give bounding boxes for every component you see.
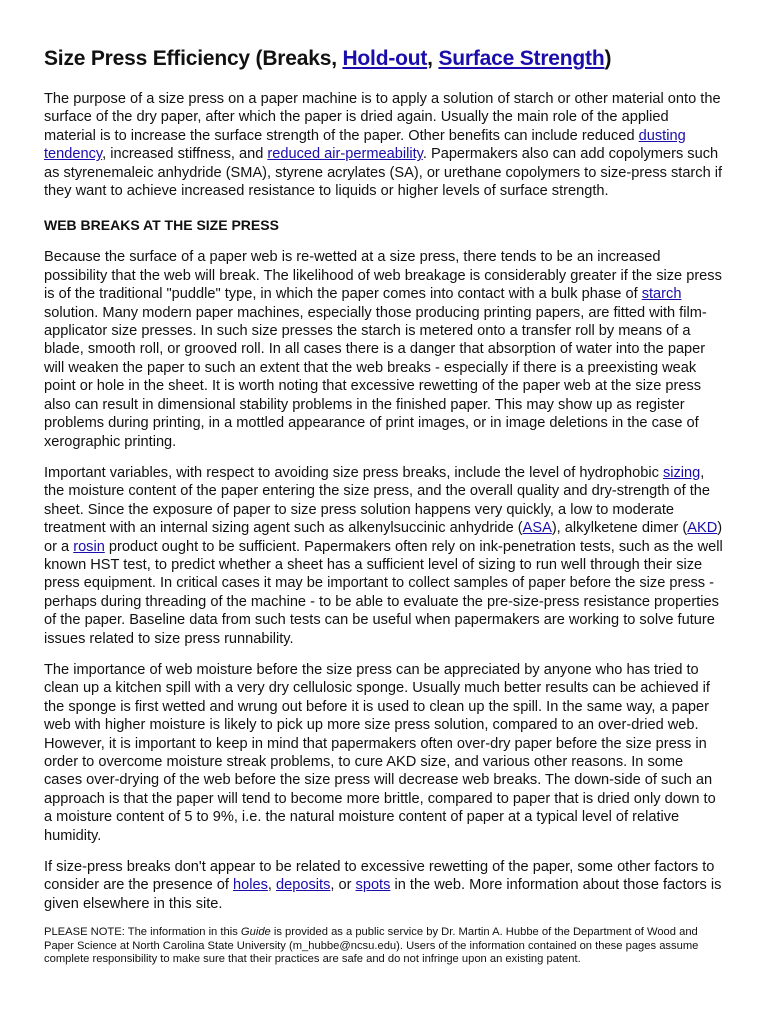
p4-text-4: in the web. More information about those factors is given elsewhere in this site. [44,877,722,912]
p1-text-2: solution. Many modern paper machines, especially those producing printing papers, are fitted with film-applicator size presses. In such size presses the starch is metered onto a transfer roll by means of a blade, smooth roll, or grooved roll. In all cases there is a danger that absorption of water into the paper will weaken the paper to such an extent that the web breaks - especially if there is a preexisting weak point or hole in the sheet. It is worth noting that excessive rewetting of the paper web at the size press also can result in dimensional stability problems in the finished paper. This may show up as register problems during printing, in a mottled appearance of print images, or in image deletions in the case of xerographic printing. [44,304,707,450]
asa-link[interactable]: ASA [522,520,552,537]
hold-out-link[interactable]: Hold-out [342,47,428,70]
page-title [44,44,724,74]
sizing-link[interactable]: sizing [662,464,701,481]
spots-link[interactable]: spots [355,877,391,894]
rosin-link[interactable]: rosin [73,538,105,555]
title-separator: , [427,47,439,70]
p4-text-2: , [267,877,277,894]
p2-text-5: product ought to be sufficient. Papermakers often rely on ink-penetration tests, such as the well known HST test, to predict whether a sheet has a sufficient level of sizing to run well through their size press equipment. In critical cases it may be important to collect samples of paper before the size press - perhaps during threading of the machine - to be able to evaluate the pre-size-press resistance properties of the paper. Baseline data from such tests can be useful when papermakers are working to solve future issues related to size press runnability. [44,538,723,647]
surface-strength-link[interactable]: Surface Strength [438,47,605,70]
dusting-tendency-link[interactable]: dusting tendency [44,127,686,163]
note-text-1: PLEASE NOTE: The information in this [44,926,241,939]
note-guide-italic: Guide [240,926,271,939]
title-prefix: Size Press Efficiency (Breaks, [44,47,343,70]
intro-text-1: The purpose of a size press on a paper machine is to apply a solution of starch or other material onto the surface of the dry paper, after which the paper is dried again. Usually the main role of the applied material is to increase the surface strength of the paper. Other benefits can include reduced [44,91,721,144]
intro-paragraph [44,90,724,200]
note-text-2: is provided as a public service by Dr. Martin A. Hubbe of the Department of Wood and Paper Science at North Carolina State University (m_hubbe@ncsu.edu). Users of the information contained on these pages assume complete responsibility to make sure that their practices are safe and do not infringe upon an existing patent. [44,926,699,966]
web-breaks-paragraph [44,248,724,450]
intro-text-3: . Papermakers also can add copolymers such as styrenemaleic anhydride (SMA), styrene acrylates (SA), or urethane copolymers to size-press starch if they want to achieve increased resistance to liquids or higher levels of surface strength. [44,146,723,200]
title-suffix: ) [604,47,612,70]
p2-text-4: ) or a [44,520,723,555]
intro-text-2: , increased stiffness, and [102,146,268,163]
starch-link[interactable]: starch [641,286,682,303]
moisture-paragraph: The importance of web moisture before the size press can be appreciated by anyone who has tried to clean up a kitchen spill with a very dry cellulosic sponge. Usually much better results can be achieved if the sponge is first wetted and wrung out before it is used to clean up the spill. In the same way, a paper web with higher moisture is likely to pick up more size press solution, compared to an over-dried web. However, it is important to keep in mind that papermakers often over-dry paper before the size press in order to overcome moisture streak problems, to cure AKD size, and various other reasons. In some cases over-drying of the web before the size press will decrease web breaks. The down-side of such an approach is that the paper will tend to become more brittle, compared to paper that is dried only down to a moisture content of 5 to 9%, i.e. the natural moisture content of paper at a typical level of relative humidity. [44,661,716,844]
holes-link[interactable]: holes [233,877,268,894]
p2-text-1: Important variables, with respect to avoiding size press breaks, include the level of hydrophobic [44,464,663,481]
reduced-air-permeability-link[interactable]: reduced air-permeability [267,146,423,163]
p1-text-1: Because the surface of a paper web is re-wetted at a size press, there tends to be an increased possibility that the web will break. The likelihood of web breakage is considerably greater if the size press is of the traditional "puddle" type, in which the paper comes into contact with a bulk phase of [44,249,722,303]
disclaimer-note [44,926,724,967]
p4-text-1: If size-press breaks don't appear to be related to excessive rewetting of the paper, some other factors to consider are the presence of [44,859,715,894]
akd-link[interactable]: AKD [687,520,718,537]
deposits-link[interactable]: deposits [276,877,331,894]
p2-text-3: ), alkylketene dimer ( [551,520,688,537]
variables-paragraph [44,464,724,648]
other-factors-paragraph [44,858,724,913]
p2-text-2: , the moisture content of the paper entering the size press, and the overall quality and dry-strength of the sheet. Since the exposure of paper to size press solution happens very quickly, a low to moderate treatment with an internal sizing agent such as alkenylsuccinic anhydride ( [44,464,711,537]
section-heading: WEB BREAKS AT THE SIZE PRESS [44,217,279,234]
p4-text-3: , or [330,877,356,894]
